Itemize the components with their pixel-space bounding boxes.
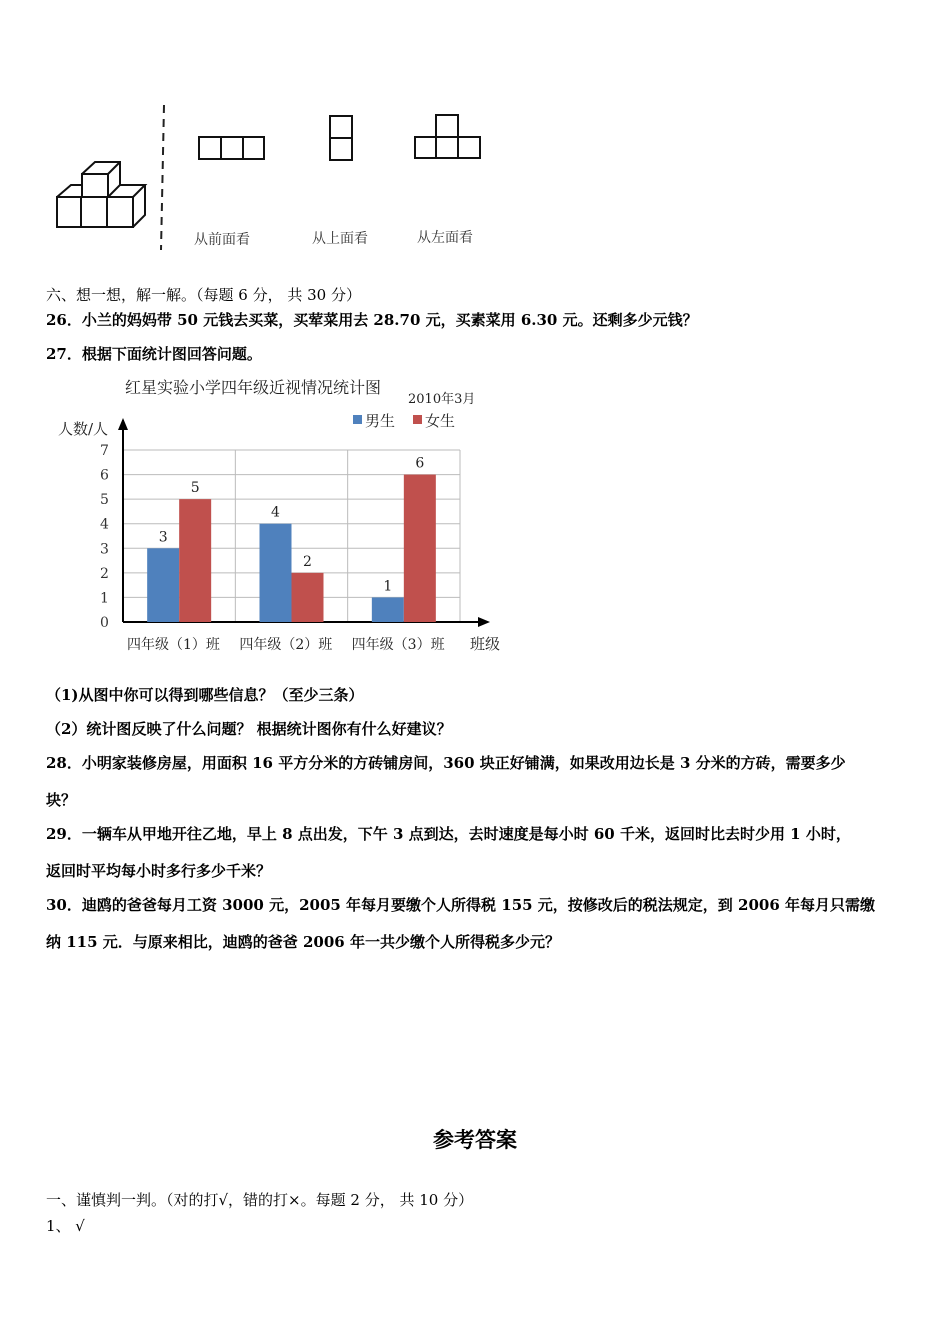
x-tick-label: 四年级（3）班 xyxy=(351,637,445,653)
top-view-drawing xyxy=(330,116,352,160)
left-view-drawing xyxy=(415,115,480,158)
bar-boys xyxy=(372,597,404,622)
data-label: 3 xyxy=(158,529,168,546)
bar-girls xyxy=(404,475,436,622)
y-tick-label: 1 xyxy=(100,590,109,607)
y-tick-label: 2 xyxy=(100,565,109,582)
data-label: 2 xyxy=(303,553,312,570)
section-heading: 六、想一想，解一解。（每题 6 分， 共 30 分） xyxy=(46,286,361,304)
y-tick-label: 6 xyxy=(100,467,109,484)
answers-title: 参考答案 xyxy=(433,1128,517,1152)
question-26: 26．小兰的妈妈带 50 元钱去买菜，买荤菜用去 28.70 元，买素菜用 6.30 元。还剩多少元钱？ xyxy=(46,311,698,329)
front-view-drawing xyxy=(199,137,264,159)
cube-stack-drawing xyxy=(57,162,145,227)
y-tick-label: 4 xyxy=(100,516,109,533)
legend-label: 女生 xyxy=(425,412,456,430)
data-label: 5 xyxy=(190,480,200,497)
answers-section-heading: 一、谨慎判一判。（对的打√，错的打×。每题 2 分， 共 10 分） xyxy=(46,1191,474,1209)
y-axis-arrow xyxy=(118,418,128,430)
front-view-label: 从前面看 xyxy=(194,232,250,248)
y-tick-label: 3 xyxy=(100,541,109,558)
x-tick-label: 四年级（2）班 xyxy=(239,637,333,653)
bar-boys xyxy=(147,548,179,622)
y-axis-label: 人数/人 xyxy=(58,420,109,438)
legend-label: 男生 xyxy=(365,412,396,430)
y-tick-label: 7 xyxy=(100,443,109,459)
x-tick-label: 四年级（1）班 xyxy=(127,637,220,653)
top-view-label: 从上面看 xyxy=(312,231,368,247)
legend-swatch xyxy=(353,415,362,424)
bar-boys xyxy=(260,524,292,622)
question-30: 30．迪鸥的爸爸每月工资 3000 元，2005 年每月要缴个人所得税 155 元，按修改后的税法规定，到 2006 年每月只需缴 xyxy=(46,896,875,914)
data-label: 1 xyxy=(383,578,393,595)
chart-subtitle: 2010年3月 xyxy=(408,392,476,407)
left-view-label: 从左面看 xyxy=(417,230,473,246)
chart-title: 红星实验小学四年级近视情况统计图 xyxy=(125,378,382,397)
divider-dashed-line xyxy=(161,105,164,250)
question-27-part-2: （2）统计图反映了什么问题？ 根据统计图你有什么好建议？ xyxy=(46,720,452,738)
x-axis-label: 班级 xyxy=(470,635,501,653)
data-label: 6 xyxy=(415,455,425,472)
legend-swatch xyxy=(413,415,422,424)
bar-girls xyxy=(292,573,324,622)
question-29-cont: 返回时平均每小时多行多少千米？ xyxy=(46,862,272,880)
bar-girls xyxy=(179,499,211,622)
question-29: 29．一辆车从甲地开往乙地，早上 8 点出发，下午 3 点到达，去时速度是每小时 60 千米，返回时比去时少用 1 小时， xyxy=(46,825,851,843)
y-tick-label: 0 xyxy=(100,615,109,631)
question-28-cont: 块？ xyxy=(46,791,77,809)
question-27: 27．根据下面统计图回答问题。 xyxy=(46,345,262,363)
data-label: 4 xyxy=(271,504,280,521)
question-27-part-1: （1)从图中你可以得到哪些信息？（至少三条） xyxy=(46,686,364,704)
y-tick-label: 5 xyxy=(100,492,109,509)
x-axis-arrow xyxy=(478,617,490,627)
question-30-cont: 纳 115 元．与原来相比，迪鸥的爸爸 2006 年一共少缴个人所得税多少元？ xyxy=(46,933,560,951)
chart-legend xyxy=(353,412,455,430)
question-28: 28．小明家装修房屋，用面积 16 平方分米的方砖铺房间，360 块正好铺满，如果改用边长是 3 分米的方砖，需要多少 xyxy=(46,754,846,772)
bar-chart xyxy=(50,370,510,660)
answer-1: 1、 √ xyxy=(46,1217,85,1235)
